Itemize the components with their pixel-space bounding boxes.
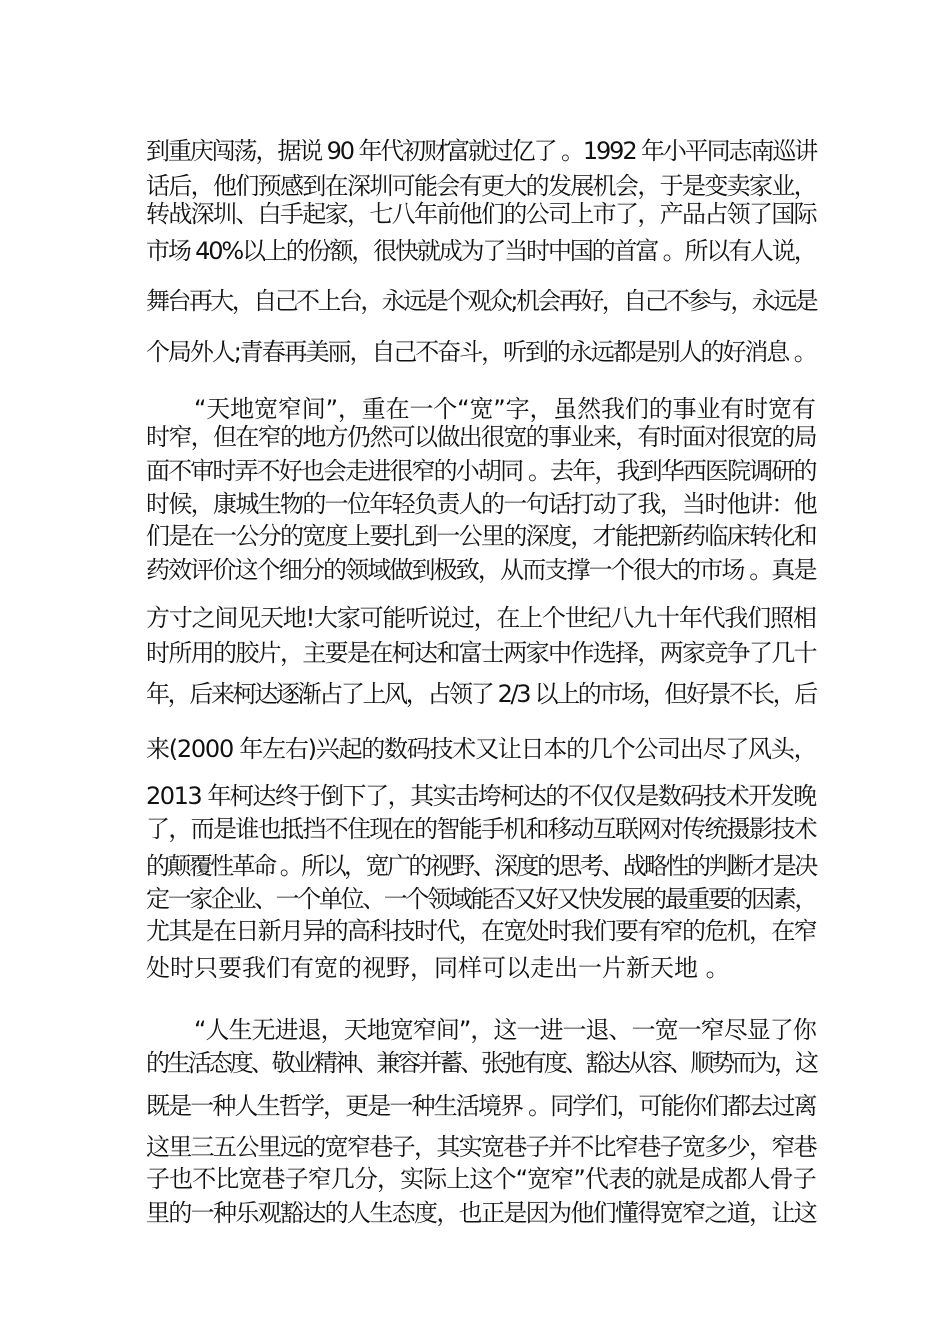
text-line: 话后，他们预感到在深圳可能会有更大的发展机会，于是变卖家业， [146,172,816,200]
text-line: 时候，康城生物的一位年轻负责人的一句话打动了我，当时他讲：他 [146,490,816,518]
text-line: 们是在一公分的宽度上要扎到一公里的深度，才能把新药临床转化和 [146,522,816,550]
text-line: 里的一种乐观豁达的人生态度，也正是因为他们懂得宽窄之道，让这 [146,1199,816,1227]
text-line: 了，而是谁也抵挡不住现在的智能手机和移动互联网对传统摄影技术 [146,815,816,843]
text-line: “天地宽窄间”，重在一个“宽”字，虽然我们的事业有时宽有 [194,395,816,423]
text-line: 个局外人;青春再美丽，自己不奋斗，听到的永远都是别人的好消息 。 [146,338,816,366]
text-line: 尤其是在日新月异的高科技时代，在宽处时我们要有窄的危机，在窄 [146,917,816,945]
text-line: 处时只要我们有宽的视野，同样可以走出一片新天地 。 [146,954,730,982]
text-line: “人生无进退，天地宽窄间”，这一进一退、一宽一窄尽显了你 [194,1016,816,1044]
text-line: 舞台再大，自己不上台，永远是个观众;机会再好，自己不参与，永远是 [146,287,817,315]
text-line: 的生活态度、敬业精神、兼容并蓄、张弛有度、豁达从容、顺势而为，这 [146,1049,816,1077]
text-line: 这里三五公里远的宽窄巷子，其实宽巷子并不比窄巷子宽多少，窄巷 [146,1133,816,1161]
text-line: 到重庆闯荡，据说 90 年代初财富就过亿了 。1992 年小平同志南巡讲 [146,137,817,165]
text-line: 的颠覆性革命 。所以，宽广的视野、深度的思考、战略性的判断才是决 [146,852,816,880]
text-line: 时所用的胶片，主要是在柯达和富士两家中作选择，两家竞争了几十 [146,639,816,667]
text-line: 药效评价这个细分的领域做到极致，从而支撑一个很大的市场 。真是 [146,556,816,584]
text-line: 子也不比宽巷子窄几分，实际上这个“宽窄”代表的就是成都人骨子 [146,1165,816,1193]
text-line: 年，后来柯达逐渐占了上风，占领了 2/3 以上的市场，但好景不长，后 [146,680,816,708]
text-line: 时窄，但在窄的地方仍然可以做出很宽的事业来，有时面对很宽的局 [146,423,816,451]
text-line: 转战深圳、白手起家，七八年前他们的公司上市了，产品占领了国际 [146,200,816,228]
text-line: 面不审时弄不好也会走进很窄的小胡同 。去年，我到华西医院调研的 [146,457,816,485]
text-line: 市场 40%以上的份额，很快就成为了当时中国的首富 。所以有人说， [146,237,816,265]
text-line: 来(2000 年左右)兴起的数码技术又让日本的几个公司出尽了风头， [146,735,817,763]
text-line: 既是一种人生哲学，更是一种生活境界 。同学们，可能你们都去过离 [146,1092,816,1120]
text-line: 定一家企业、一个单位、一个领域能否又好又快发展的最重要的因素， [146,885,816,913]
text-line: 2013 年柯达终于倒下了，其实击垮柯达的不仅仅是数码技术开发晚 [146,782,816,810]
text-line: 方寸之间见天地!大家可能听说过，在上个世纪八九十年代我们照相 [146,604,816,632]
